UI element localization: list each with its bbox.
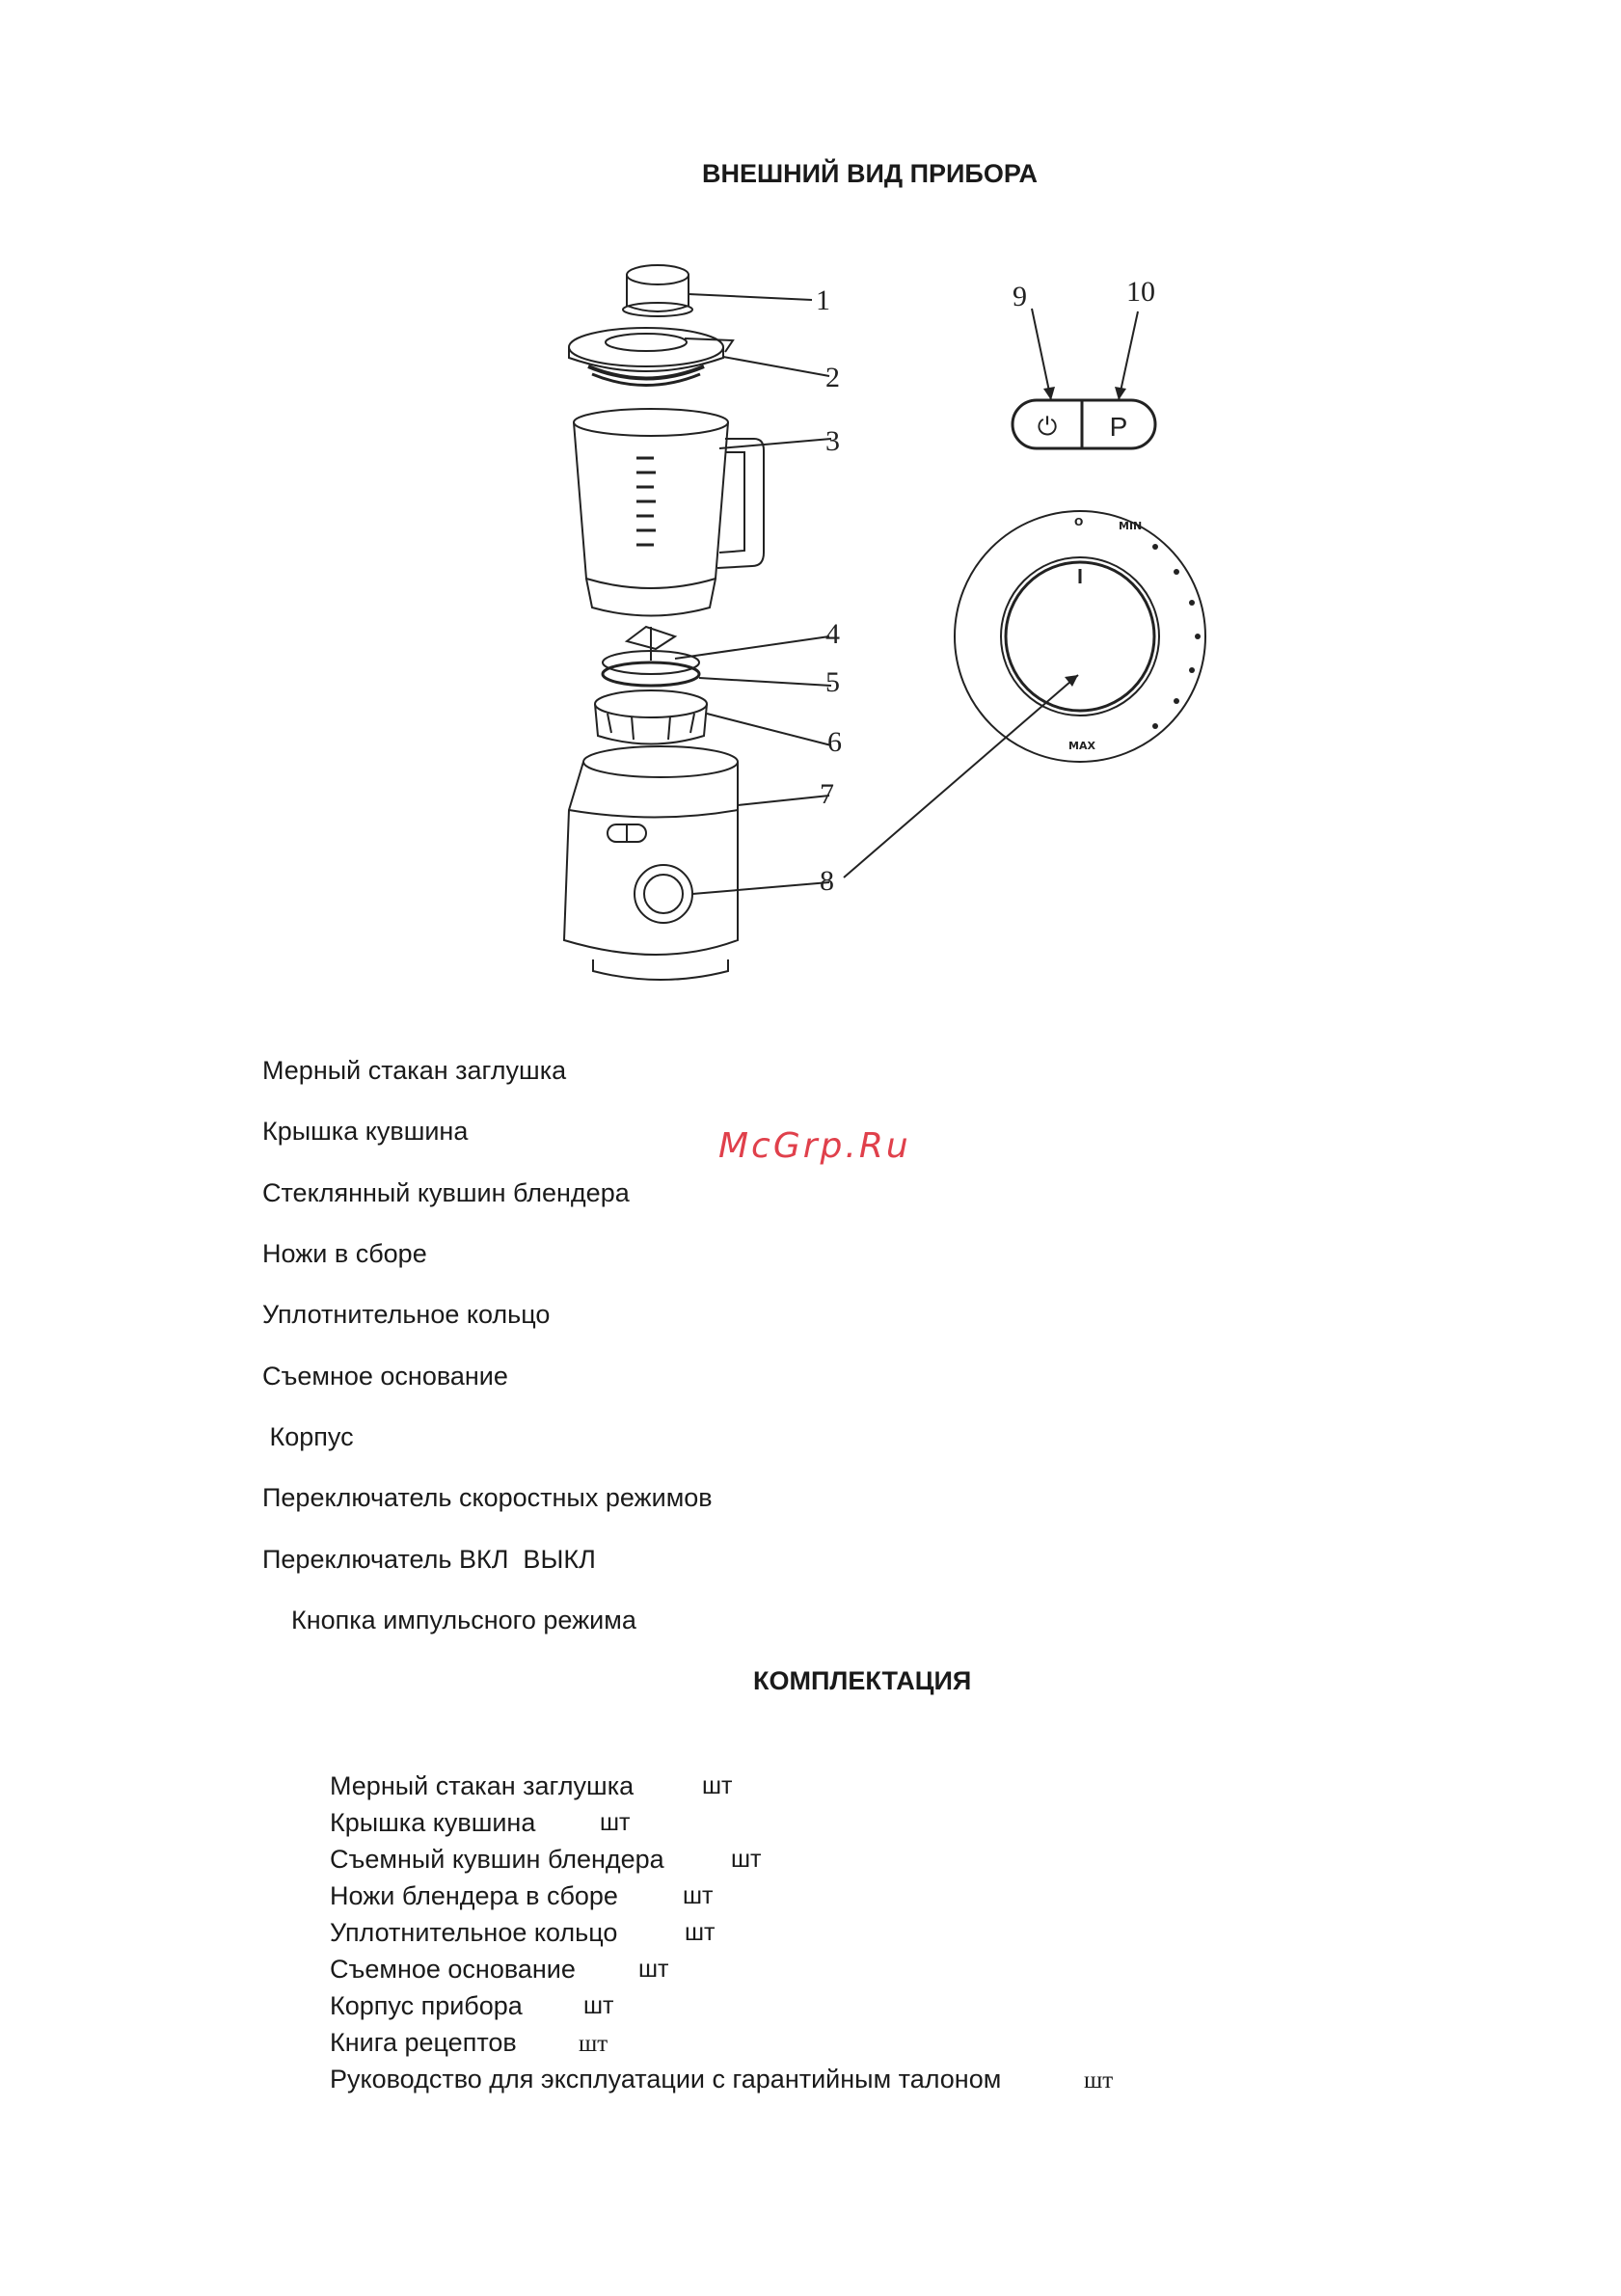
kit-unit-9: шт xyxy=(1084,2067,1114,2093)
callout-8: 8 xyxy=(820,865,834,897)
watermark: McGrp.Ru xyxy=(718,1126,911,1166)
kit-item-6: Съемное основание xyxy=(330,1955,576,1984)
kit-title: КОМПЛЕКТАЦИЯ xyxy=(753,1666,972,1695)
callout-4: 4 xyxy=(825,618,840,650)
callout-3: 3 xyxy=(825,425,840,457)
part-label-2: Крышка кувшина xyxy=(262,1117,469,1146)
kit-unit-4: шт xyxy=(683,1882,714,1909)
blade-assembly-drawing xyxy=(627,627,675,661)
dial-min-label: MIN xyxy=(1119,520,1143,532)
jug-lid-drawing xyxy=(569,328,733,386)
callout-7: 7 xyxy=(820,778,834,810)
part-label-6: Съемное основание xyxy=(262,1362,508,1391)
part-label-1: Мерный стакан заглушка xyxy=(262,1056,567,1085)
kit-unit-1: шт xyxy=(702,1772,733,1799)
callout-2: 2 xyxy=(825,362,840,393)
appearance-title: ВНЕШНИЙ ВИД ПРИБОРА xyxy=(702,159,1038,188)
dial-off-mark: O xyxy=(1074,516,1084,528)
callout-6: 6 xyxy=(827,726,842,758)
pulse-button-letter: P xyxy=(1109,412,1128,442)
control-panel-drawing xyxy=(1013,400,1155,448)
kit-unit-2: шт xyxy=(600,1809,631,1836)
kit-item-8: Книга рецептов xyxy=(330,2028,517,2057)
kit-item-3: Съемный кувшин блендера xyxy=(330,1845,664,1874)
kit-unit-8: шт xyxy=(579,2031,608,2057)
part-label-9: Переключатель ВКЛ ВЫКЛ xyxy=(262,1545,596,1574)
kit-unit-7: шт xyxy=(583,1992,614,2019)
kit-item-5: Уплотнительное кольцо xyxy=(330,1918,618,1947)
speed-dial-drawing xyxy=(955,511,1205,762)
kit-unit-5: шт xyxy=(685,1919,716,1946)
part-label-3: Стеклянный кувшин блендера xyxy=(262,1178,630,1207)
kit-item-1: Мерный стакан заглушка xyxy=(330,1771,635,1800)
measuring-cup-drawing xyxy=(623,265,692,316)
part-label-4: Ножи в сборе xyxy=(262,1239,427,1268)
kit-unit-6: шт xyxy=(638,1956,669,1983)
removable-base-drawing xyxy=(595,690,707,744)
kit-item-9: Руководство для эксплуатации с гарантийным талоном xyxy=(330,2065,1002,2093)
kit-item-4: Ножи блендера в сборе xyxy=(330,1881,618,1910)
callout-5: 5 xyxy=(825,666,840,698)
dial-max-label: MAX xyxy=(1068,740,1095,752)
callout-10: 10 xyxy=(1126,276,1155,308)
motor-body-drawing xyxy=(564,746,738,980)
callout-9: 9 xyxy=(1013,281,1027,312)
part-label-7: Корпус xyxy=(262,1422,354,1451)
kit-item-7: Корпус прибора xyxy=(330,1991,523,2020)
callout-1: 1 xyxy=(816,284,830,316)
kit-unit-3: шт xyxy=(731,1846,762,1873)
blender-exploded-diagram xyxy=(511,246,1215,988)
part-label-8: Переключатель скоростных режимов xyxy=(262,1483,713,1512)
part-label-10: Кнопка импульсного режима xyxy=(291,1606,636,1634)
blender-jug-drawing xyxy=(574,409,764,616)
power-icon: ⏻ xyxy=(1037,413,1058,442)
part-label-5: Уплотнительное кольцо xyxy=(262,1300,551,1329)
kit-item-2: Крышка кувшина xyxy=(330,1808,536,1837)
